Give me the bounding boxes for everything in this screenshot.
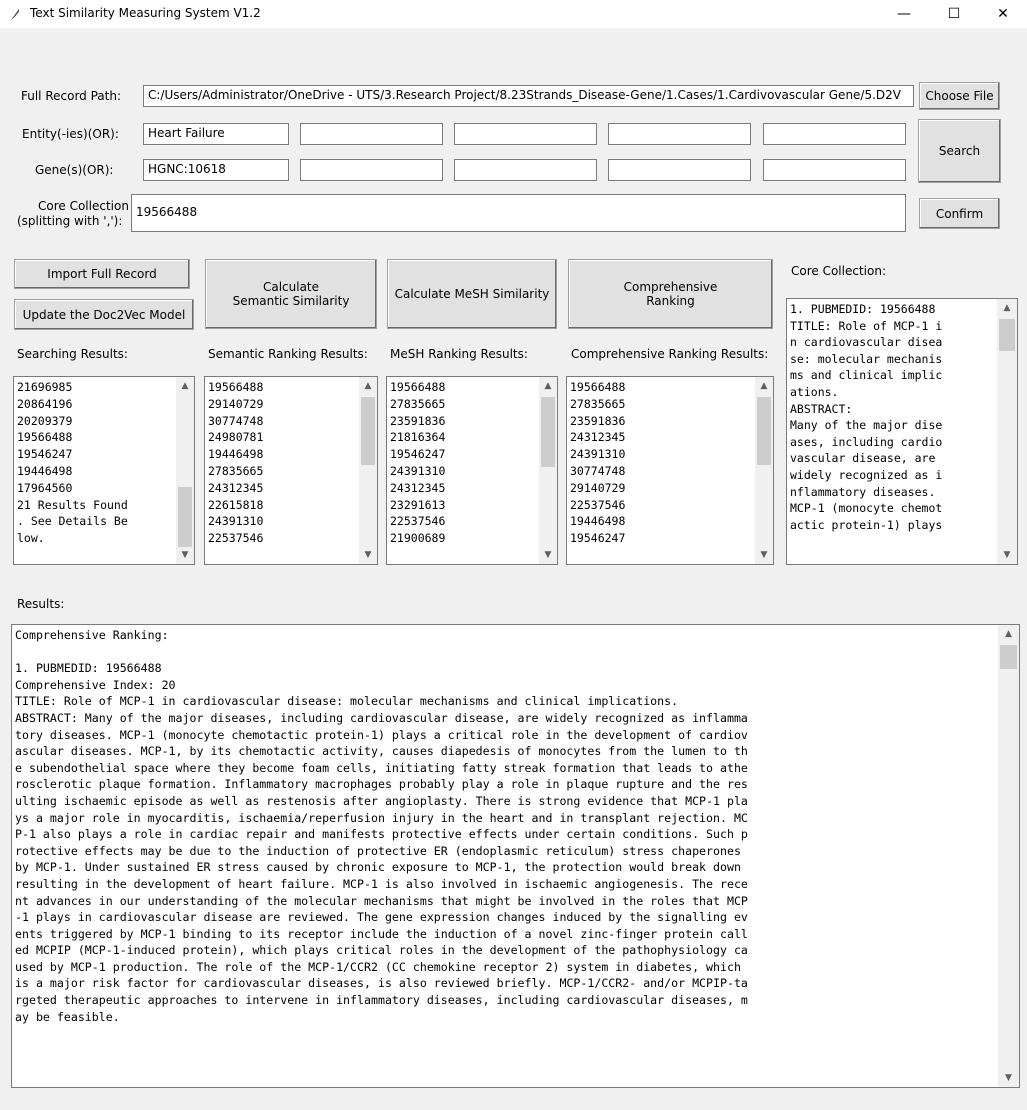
text-line[interactable]: widely recognized as i [790, 467, 943, 482]
text-line[interactable]: nflammatory diseases. [790, 484, 936, 499]
text-line[interactable]: e subendothelial space where they become foam cells, initiating fatty streak formation that leads to athe [15, 760, 748, 775]
scroll-down-icon[interactable]: ▼ [1005, 1073, 1012, 1083]
scroll-thumb[interactable] [757, 397, 771, 465]
list-item[interactable]: 23591836 [390, 413, 446, 428]
list-item[interactable]: 29140729 [208, 396, 264, 411]
list-item[interactable]: 19446498 [208, 447, 264, 462]
list-item[interactable]: 19546247 [390, 447, 446, 462]
text-line[interactable]: ay be feasible. [15, 1009, 120, 1024]
results-textarea[interactable] [11, 624, 1020, 1088]
list-item[interactable]: 19566488 [208, 380, 264, 394]
comprehensive-ranking-button[interactable] [568, 259, 773, 329]
core-label-line1: Core Collection [38, 199, 129, 213]
list-item[interactable]: 30774748 [208, 413, 264, 428]
comprehensive-results-list[interactable] [566, 376, 774, 565]
entity-input-4[interactable] [608, 123, 751, 145]
list-item[interactable]: low. [17, 531, 45, 546]
text-line[interactable]: resulting in the development of heart failure. MCP-1 is also involved in ischaemic angiogenesis. The rece [15, 876, 748, 891]
searching-results-items [14, 377, 194, 549]
core-collection-lines [787, 299, 1017, 535]
text-line[interactable]: se: molecular mechanis [790, 351, 943, 366]
text-line[interactable]: ents triggered by MCP-1 binding to its receptor include the induction of a novel zinc-finger protein call [15, 926, 748, 941]
list-item[interactable]: 21 Results Found [17, 497, 128, 512]
text-line[interactable]: ABSTRACT: [790, 401, 853, 416]
mesh-results-label: MeSH Ranking Results: [390, 347, 528, 361]
text-line[interactable]: ms and clinical implic [790, 368, 943, 383]
scroll-up-icon[interactable]: ▲ [364, 381, 372, 391]
minimize-button[interactable]: — [897, 6, 911, 22]
scroll-up-icon[interactable]: ▲ [181, 381, 189, 391]
list-item[interactable]: 19546247 [17, 447, 73, 462]
list-item[interactable]: 19546247 [570, 531, 626, 546]
semantic-scrollbar[interactable] [359, 377, 377, 564]
text-line[interactable]: rotective effects may be due to the induction of protective ER (endoplasmic reticulum) stress chaperones [15, 843, 741, 858]
scroll-thumb[interactable] [361, 397, 375, 465]
core-label-line2: (splitting with ','): [17, 214, 123, 228]
path-input[interactable]: C:/Users/Administrator/OneDrive - UTS/3.Research Project/8.23Strands_Disease-Gene/1.Cases/1.Cardivovascular Gene/5.D2V [143, 85, 914, 107]
text-line[interactable]: vascular disease, are [790, 451, 936, 466]
list-item[interactable]: 24312345 [390, 480, 446, 495]
update-doc2vec-button[interactable]: Update the Doc2Vec Model [14, 299, 194, 330]
list-item[interactable]: 23591836 [570, 413, 626, 428]
list-item[interactable]: 30774748 [570, 463, 626, 478]
gene-input-5[interactable] [763, 159, 906, 181]
path-label: Full Record Path: [21, 89, 122, 103]
text-line[interactable]: -1 plays in cardiovascular disease are reviewed. The gene expression changes induced by the signalling ev [15, 910, 748, 925]
searching-results-label: Searching Results: [17, 347, 128, 361]
text-line[interactable]: ations. [790, 384, 839, 399]
semantic-button-line1: Calculate [262, 280, 320, 294]
mesh-results-items [387, 377, 557, 549]
entity-input-1[interactable]: Heart Failure [143, 123, 289, 145]
comprehensive-results-label: Comprehensive Ranking Results: [571, 347, 769, 361]
scroll-up-icon[interactable]: ▲ [1005, 629, 1012, 639]
comprehensive-button-line2: Ranking [646, 294, 695, 308]
scroll-up-icon[interactable]: ▲ [544, 381, 552, 391]
list-item[interactable]: 24391310 [570, 447, 626, 462]
scroll-thumb[interactable] [541, 397, 555, 467]
choose-file-button[interactable]: Choose File [919, 82, 1000, 110]
list-item[interactable]: 24312345 [570, 430, 626, 445]
text-line[interactable]: TITLE: Role of MCP-1 in cardiovascular disease: molecular mechanisms and clinical implications. [15, 694, 679, 709]
text-line[interactable]: MCP-1 (monocyte chemot [790, 501, 943, 516]
scroll-down-icon[interactable]: ▼ [544, 550, 552, 560]
list-item[interactable]: 27835665 [390, 396, 446, 411]
entity-input-5[interactable] [763, 123, 906, 145]
list-item[interactable]: 21696985 [17, 380, 73, 394]
results-label: Results: [17, 597, 65, 611]
gene-input-4[interactable] [608, 159, 751, 181]
comprehensive-results-items [567, 377, 773, 549]
window-title: Text Similarity Measuring System V1.2 [30, 6, 261, 20]
text-line[interactable]: n cardiovascular disea [790, 335, 943, 350]
confirm-button[interactable]: Confirm [919, 198, 1000, 229]
list-item[interactable]: 17964560 [17, 480, 73, 495]
text-line[interactable]: ed MCPIP (MCP-1-induced protein), which plays critical roles in the development of the pathophysiology ca [15, 943, 748, 958]
text-line[interactable]: ABSTRACT: Many of the major diseases, including cardiovascular disease, are widely recognized as inflamma [15, 710, 748, 725]
search-button[interactable]: Search [918, 119, 1001, 183]
scroll-down-icon[interactable]: ▼ [760, 550, 768, 560]
list-item[interactable]: 24980781 [208, 430, 264, 445]
results-text [12, 625, 1019, 1027]
entity-input-3[interactable] [454, 123, 597, 145]
list-item[interactable]: 19566488 [390, 380, 446, 394]
scroll-down-icon[interactable]: ▼ [181, 550, 189, 560]
list-item[interactable]: 23291613 [390, 497, 446, 512]
comprehensive-scrollbar[interactable] [755, 377, 773, 564]
mesh-scrollbar[interactable] [539, 377, 557, 564]
text-line[interactable]: tory diseases. MCP-1 (monocyte chemotactic protein-1) plays a critical role in the development of cardiov [15, 727, 748, 742]
text-line[interactable]: ys a major role in myocarditis, ischaemia/reperfusion injury in the heart and in transplant rejection. MC [15, 810, 748, 825]
entity-input-2[interactable] [300, 123, 443, 145]
title-bar [0, 0, 1027, 28]
text-line[interactable]: actic protein-1) plays [790, 517, 943, 532]
text-line[interactable]: 1. PUBMEDID: 19566488 [790, 302, 936, 316]
comprehensive-button-line1: Comprehensive [623, 280, 718, 294]
semantic-results-items [205, 377, 377, 549]
entity-label: Entity(-ies)(OR): [22, 127, 119, 141]
list-item[interactable]: 27835665 [570, 396, 626, 411]
semantic-results-label: Semantic Ranking Results: [208, 347, 368, 361]
list-item[interactable]: 22537546 [208, 531, 264, 546]
semantic-results-list[interactable] [204, 376, 378, 565]
searching-results-list[interactable] [13, 376, 195, 565]
scroll-thumb[interactable] [178, 487, 192, 547]
text-line[interactable]: P-1 also plays a role in cardiac repair and manifests protective effects under certain conditions. Such p [15, 827, 748, 842]
feather-icon [8, 7, 22, 21]
list-item[interactable]: 19566488 [17, 430, 73, 445]
scroll-up-icon[interactable]: ▲ [760, 381, 768, 391]
text-line[interactable]: nt advances in our understanding of the molecular mechanisms that might be involved in the roles that MCP [15, 893, 748, 908]
text-line[interactable]: rgeted therapeutic approaches to intervene in inflammatory diseases, including cardiovascular diseases, m [15, 993, 748, 1008]
scroll-down-icon[interactable]: ▼ [1003, 550, 1011, 560]
list-item[interactable]: 22615818 [208, 497, 264, 512]
list-item[interactable]: 22537546 [390, 514, 446, 529]
searching-scrollbar[interactable] [176, 377, 194, 564]
list-item[interactable]: 21900689 [390, 531, 446, 546]
core-collection-text[interactable] [786, 298, 1018, 565]
list-item[interactable]: 24391310 [390, 463, 446, 478]
semantic-button-line2: Semantic Similarity [232, 294, 350, 308]
scroll-thumb[interactable] [999, 319, 1015, 351]
list-item[interactable]: 21816364 [390, 430, 446, 445]
list-item[interactable]: 24312345 [208, 480, 264, 495]
list-item[interactable]: 19446498 [570, 514, 626, 529]
text-line[interactable]: ases, including cardio [790, 434, 943, 449]
calculate-semantic-similarity-button[interactable] [205, 259, 377, 329]
gene-input-1[interactable]: HGNC:10618 [143, 159, 289, 181]
core-collection-label: Core Collection: [791, 264, 886, 278]
list-item[interactable]: 20864196 [17, 396, 73, 411]
close-button[interactable]: ✕ [997, 6, 1009, 22]
text-line[interactable]: rosclerotic plaque formation. Inflammatory macrophages probably play a role in plaque rupture and the res [15, 777, 748, 792]
scroll-down-icon[interactable]: ▼ [364, 550, 372, 560]
text-line[interactable]: Many of the major dise [790, 418, 943, 433]
text-line[interactable]: TITLE: Role of MCP-1 i [790, 318, 943, 333]
text-line[interactable]: 1. PUBMEDID: 19566488 [15, 661, 162, 676]
list-item[interactable]: 20209379 [17, 413, 73, 428]
text-line[interactable]: used by MCP-1 production. The role of the MCP-1/CCR2 (CC chemokine receptor 2) system in diabetes, which [15, 959, 741, 974]
list-item[interactable]: 22537546 [570, 497, 626, 512]
text-line[interactable]: Comprehensive Index: 20 [15, 677, 176, 692]
list-item[interactable]: 24391310 [208, 514, 264, 529]
list-item[interactable]: . See Details Be [17, 514, 128, 529]
list-item[interactable]: 29140729 [570, 480, 626, 495]
core-collection-input[interactable]: 19566488 [131, 194, 906, 232]
text-line[interactable]: Comprehensive Ranking: [15, 628, 169, 642]
text-line[interactable]: is a major risk factor for cardiovascular diseases, is also reviewed briefly. MCP-1/CCR2- and/or MCPIP-ta [15, 976, 748, 991]
import-full-record-button[interactable]: Import Full Record [14, 259, 190, 289]
results-scrollbar[interactable] [998, 625, 1019, 1087]
scroll-up-icon[interactable]: ▲ [1003, 303, 1011, 313]
calculate-mesh-similarity-button[interactable]: Calculate MeSH Similarity [387, 259, 557, 329]
gene-label: Gene(s)(OR): [35, 163, 114, 177]
list-item[interactable]: 19446498 [17, 463, 73, 478]
mesh-results-list[interactable] [386, 376, 558, 565]
text-line[interactable]: ulting ischaemic episode as well as restenosis after angioplasty. There is strong evidence that MCP-1 pla [15, 793, 748, 808]
gene-input-3[interactable] [454, 159, 597, 181]
maximize-button[interactable]: ☐ [947, 6, 961, 22]
list-item[interactable]: 27835665 [208, 463, 264, 478]
text-line[interactable]: by MCP-1. Under sustained ER stress caused by chronic exposure to MCP-1, the protection would break down [15, 860, 741, 875]
text-line[interactable]: ascular diseases. MCP-1, by its chemotactic activity, causes diapedesis of monocytes from the lumen to th [15, 744, 748, 759]
list-item[interactable]: 19566488 [570, 380, 626, 394]
core-scrollbar[interactable] [997, 299, 1017, 564]
scroll-thumb[interactable] [1000, 645, 1017, 669]
gene-input-2[interactable] [300, 159, 443, 181]
text-line[interactable] [15, 644, 1016, 661]
